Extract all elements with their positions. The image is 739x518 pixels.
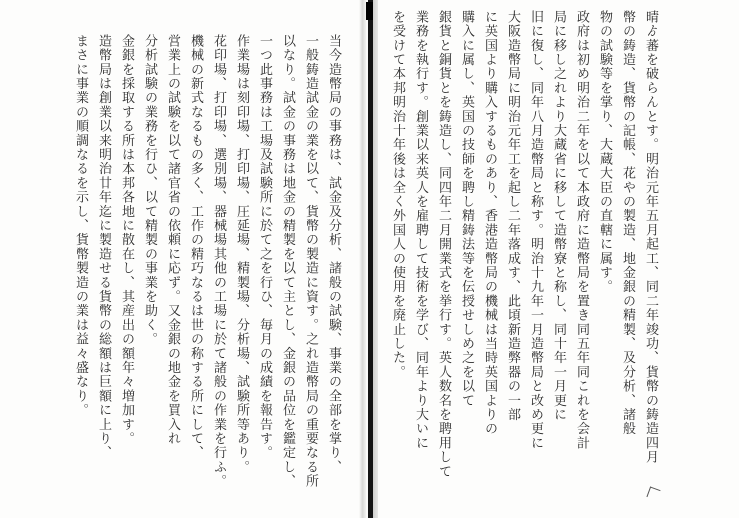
- left-page: [0, 0, 366, 518]
- right-column-6: 旧に復し、同年八月造幣局と称す。明治十九年一月造幣局と改め更に: [528, 10, 543, 451]
- right-column-1: 晴ゟ蕃を破らんとす。明治元年五月起工、同二年竣功、貨幣の鋳造四月: [643, 10, 658, 465]
- left-column-10: 金銀を採取する所は本邦各地に散在し、其産出の額年々増加す。: [119, 34, 134, 446]
- right-column-5: 局に移し之れより大蔵省に移して造幣寮と称し、同十年一月更に: [551, 10, 566, 422]
- left-column-11: 造幣局は創業以来明治廿年迄に製造せる貨幣の総額は巨額に上り、: [96, 34, 111, 460]
- left-column-7: 機械の新式なるもの多く、工作の精巧なるは世の称する所にして、: [188, 34, 203, 460]
- left-column-8: 営業上の試験を以て諸官省の依頼に応ず。又金銀の地金を買入れ: [165, 34, 180, 446]
- right-column-9: 購入に属し、英国の技師を聘し精鋳法等を伝授せしめ之を以て: [459, 10, 474, 408]
- left-column-4: 一つ此事務は工場及試験所に於て之を行ひ、毎月の成績を報告す。: [257, 34, 272, 460]
- left-gutter: [359, 0, 366, 518]
- right-column-3: 物の試験等を掌り、大蔵大臣の直轄に属す。: [597, 10, 612, 294]
- right-column-2: 幣の鋳造、貨幣の記帳、花やの製造、地金銀の精製、及分析、諸般: [620, 10, 635, 436]
- right-column-4: 政府は初め明治二年を以て本政府に造幣局を置き同五年同これを会計: [574, 10, 589, 451]
- left-column-3: 以なり。試金の事務は地金の精製を以て主とし、金銀の品位を鑑定し、: [280, 34, 295, 489]
- left-column-6: 花印場、打印場、選別場、器械場其他の工場に於て諸般の作業を行ふ。: [211, 34, 226, 489]
- right-column-8: に英国より購入するものあり、香港造幣局の機械は当時英国よりの: [482, 10, 497, 436]
- left-column-12: まさに事業の順調なるを示し、貨幣製造の業は益々盛なり。: [73, 34, 88, 418]
- right-page: [378, 0, 739, 518]
- right-column-7: 大阪造幣局に明治元年工を起し二年落成す、此頃新造弊器の一部: [505, 10, 520, 422]
- left-column-1: 当今造幣局の事務は、試金及分析、諸般の試験、事業の全部を掌り、: [326, 34, 341, 475]
- left-column-9: 分析試験の業務を行ひ、以て精製の事業を助く。: [142, 34, 157, 347]
- right-column-11: 業務を執行す。創業以来英人を雇聘して技術を学び、同年より大いに: [413, 10, 428, 451]
- left-column-2: 一般鋳造試金の業を以て、貨幣の製造に資す。之れ造幣局の重要なる所: [303, 34, 318, 489]
- left-column-5: 作業場は刻印場、打印場、圧延場、精製場、分析場、試験所等あり。: [234, 34, 249, 475]
- right-column-10: 銀貨と銅貨とを鋳造し、同四年二月開業式を挙行す。英人数名を聘用して: [436, 10, 451, 479]
- right-column-12: を受けて本邦明治十年後は全く外国人の使用を廃止した。: [390, 10, 405, 380]
